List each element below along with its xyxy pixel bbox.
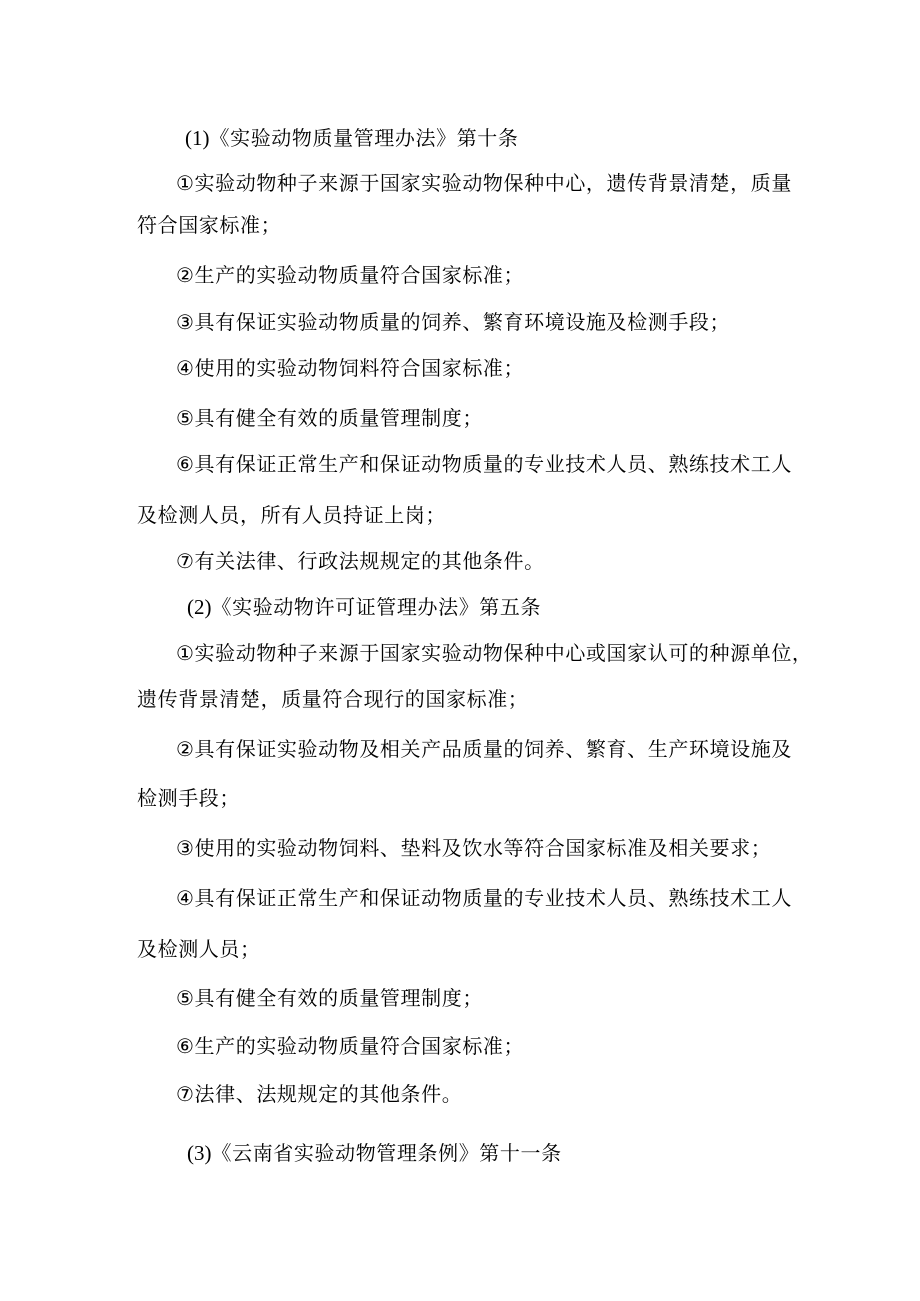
- section2-item7: ⑦法律、法规规定的其他条件。: [176, 1082, 463, 1106]
- section2-item4-line2: 及检测人员；: [137, 937, 261, 961]
- section1-item5: ⑤具有健全有效的质量管理制度；: [176, 406, 483, 430]
- section2-item1-line2: 遗传背景清楚，质量符合现行的国家标准；: [137, 687, 529, 711]
- section2-title: [187, 595, 541, 619]
- section2-item2-line2: 检测手段；: [137, 786, 240, 810]
- section1-item6-line1: ⑥具有保证正常生产和保证动物质量的专业技术人员、熟练技术工人: [176, 452, 792, 476]
- section2-number: (2): [187, 595, 212, 619]
- section1-item4: ④使用的实验动物饲料符合国家标准；: [176, 356, 525, 380]
- section3-number: (3): [187, 1141, 212, 1165]
- section1-item1-line1: ①实验动物种子来源于国家实验动物保种中心，遗传背景清楚，质量: [176, 171, 792, 195]
- section2-item3: ③使用的实验动物饲料、垫料及饮水等符合国家标准及相关要求；: [176, 836, 772, 860]
- section1-number: (1): [185, 126, 210, 150]
- section1-item3: ③具有保证实验动物质量的饲养、繁育环境设施及检测手段；: [176, 310, 731, 334]
- section1-item2: ②生产的实验动物质量符合国家标准；: [176, 263, 525, 287]
- section2-item1-line1: ①实验动物种子来源于国家实验动物保种中心或国家认可的种源单位，: [176, 641, 813, 665]
- section2-item4-line1: ④具有保证正常生产和保证动物质量的专业技术人员、熟练技术工人: [176, 886, 792, 910]
- section1-title: [185, 126, 519, 150]
- section2-item6: ⑥生产的实验动物质量符合国家标准；: [176, 1034, 525, 1058]
- section1-item1-line2: 符合国家标准；: [137, 213, 282, 237]
- section1-heading: 《实验动物质量管理办法》第十条: [209, 126, 519, 150]
- section2-item2-line1: ②具有保证实验动物及相关产品质量的饲养、繁育、生产环境设施及: [176, 737, 792, 761]
- section2-heading: 《实验动物许可证管理办法》第五条: [211, 595, 542, 619]
- section3-title: [187, 1141, 562, 1165]
- section1-item7: ⑦有关法律、行政法规规定的其他条件。: [176, 549, 545, 573]
- section3-heading: 《云南省实验动物管理条例》第十一条: [211, 1141, 562, 1165]
- section2-item5: ⑤具有健全有效的质量管理制度；: [176, 986, 483, 1010]
- section1-item6-line2: 及检测人员，所有人员持证上岗；: [137, 503, 446, 527]
